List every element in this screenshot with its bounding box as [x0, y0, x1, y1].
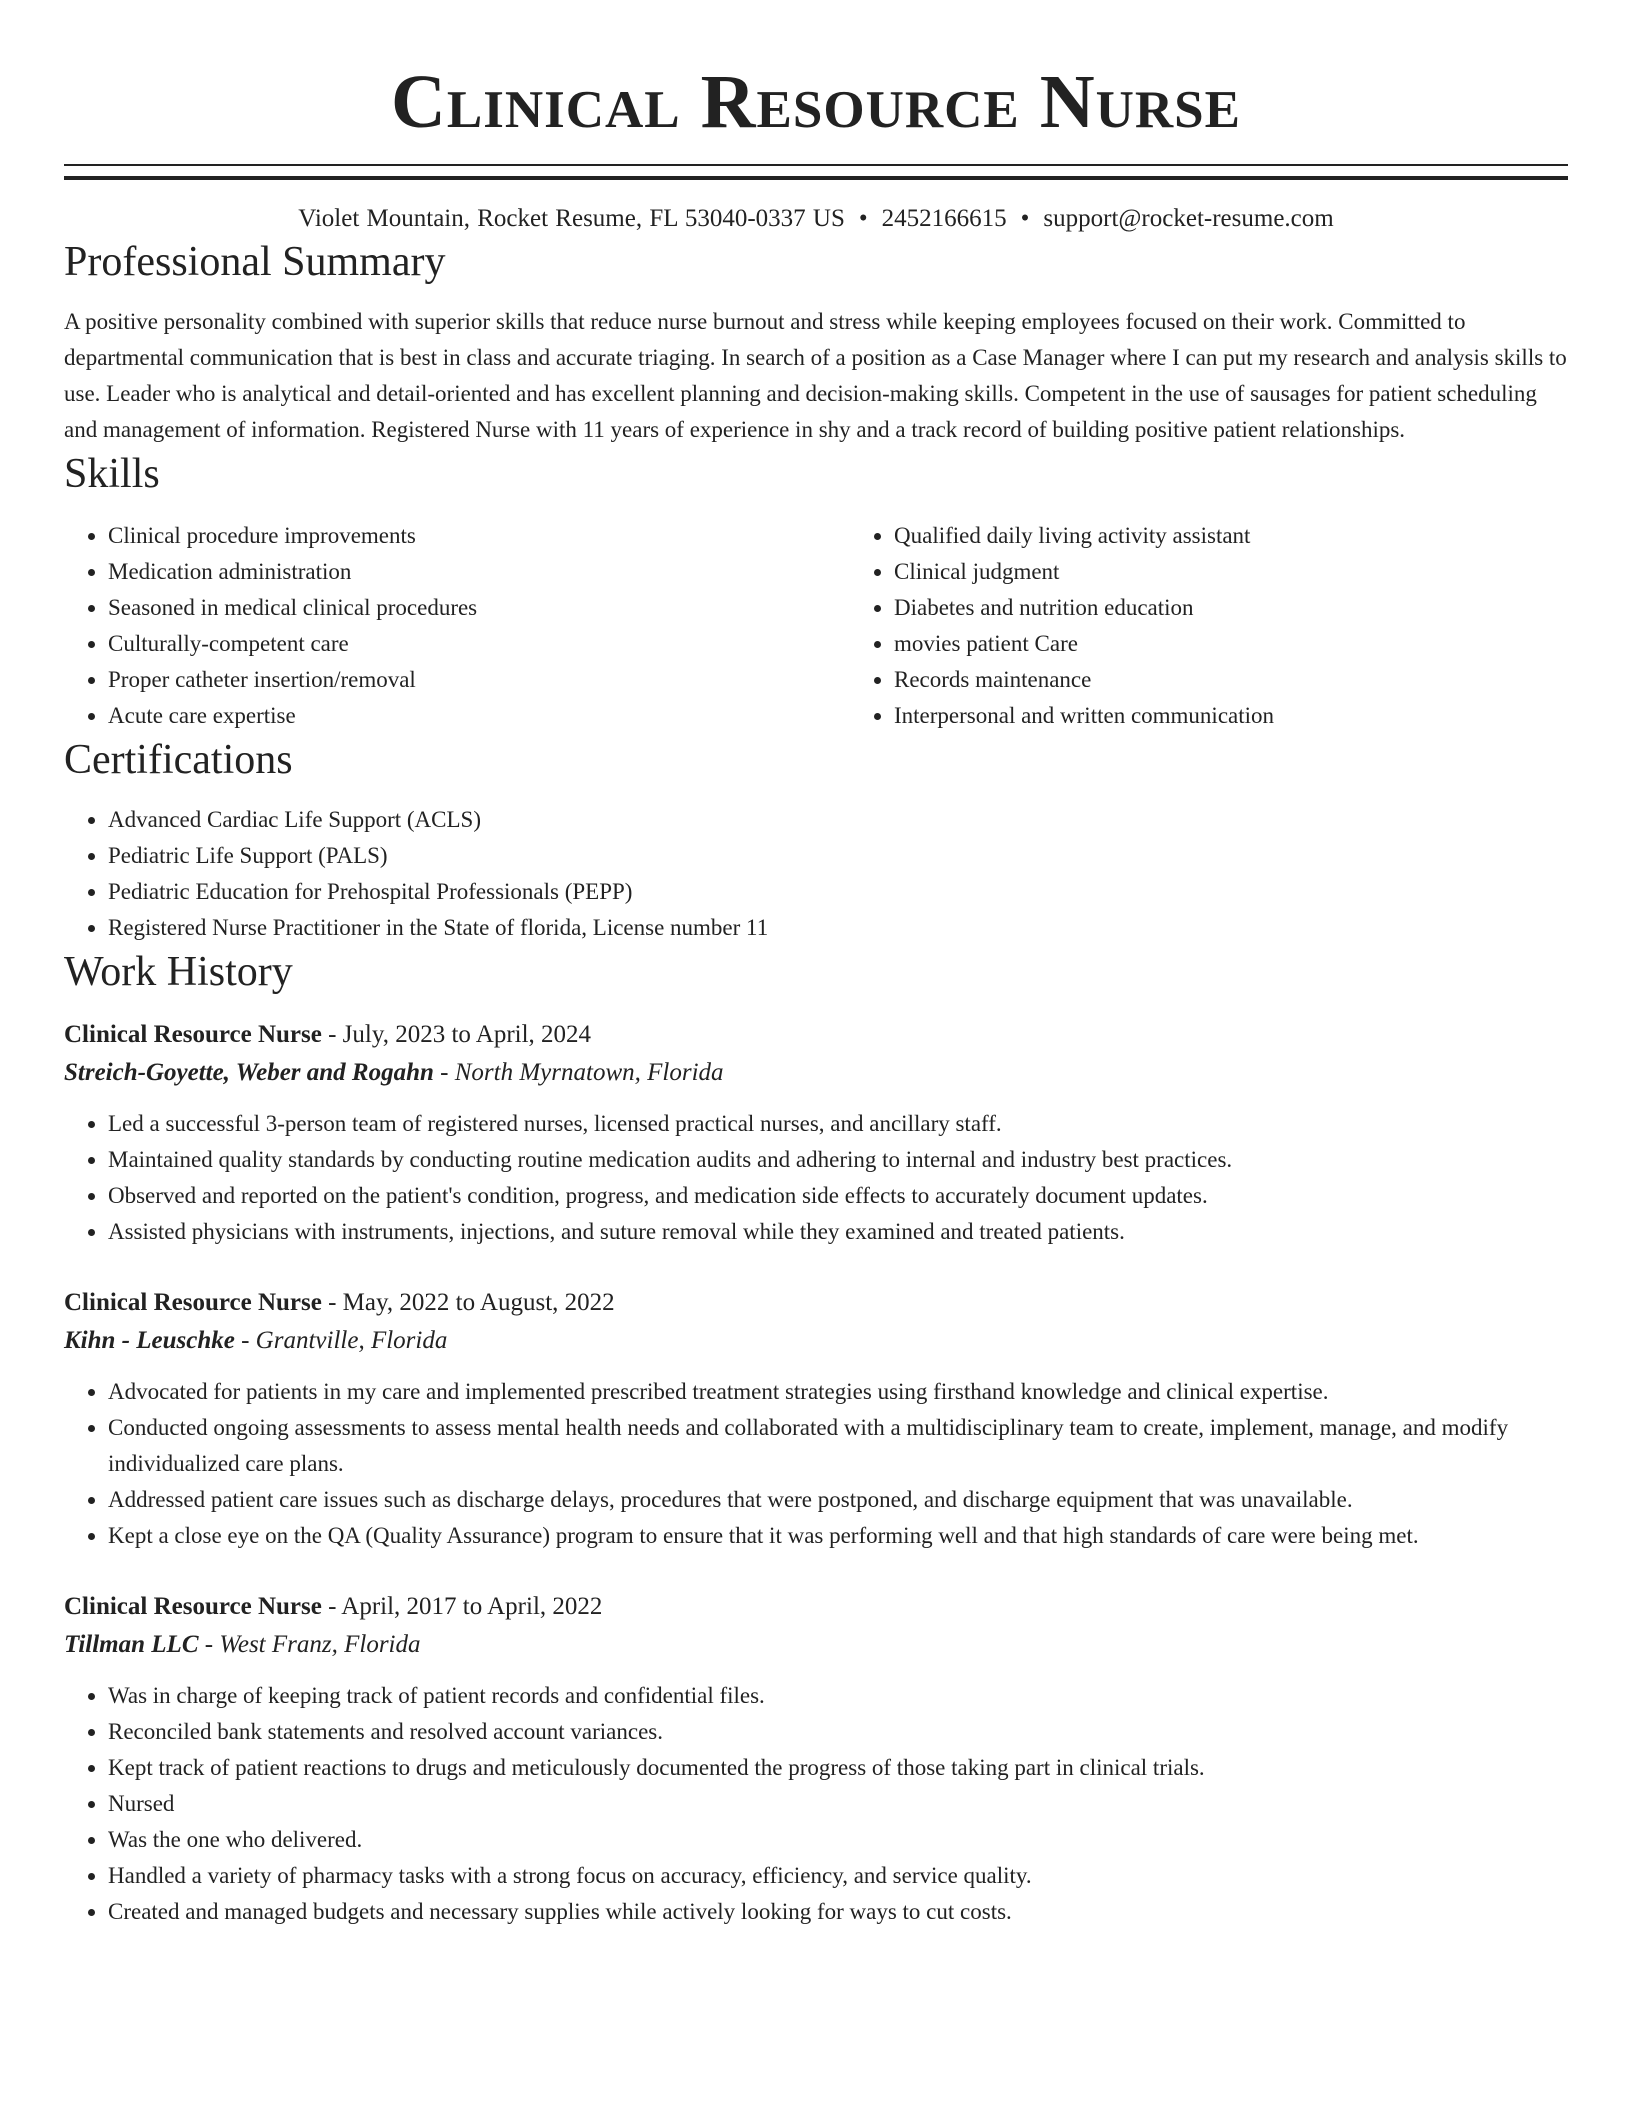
skills-grid	[64, 518, 1568, 734]
job-duty: • Handled a variety of pharmacy tasks with a strong focus on accuracy, efficiency, and service quality.	[108, 1858, 1568, 1894]
skill-item: • Diabetes and nutrition education	[894, 590, 1632, 626]
skill-item: • Qualified daily living activity assistant	[894, 518, 1632, 554]
contact-line	[64, 202, 1568, 236]
contact-email: support@rocket-resume.com	[1043, 205, 1334, 232]
job-dates: - July, 2023 to April, 2024	[321, 1021, 592, 1048]
resume-title: Clinical Resource Nurse	[390, 60, 1242, 144]
job-company: Streich-Goyette, Weber and Rogahn	[64, 1059, 434, 1086]
job-duty: • Led a successful 3-person team of registered nurses, licensed practical nurses, and ancillary staff.	[108, 1106, 1568, 1142]
job-employer	[64, 1322, 1568, 1360]
job-duty: • Created and managed budgets and necessary supplies while actively looking for ways to cut costs.	[108, 1894, 1568, 1930]
skill-item: • Clinical procedure improvements	[108, 518, 850, 554]
job-duty: • Assisted physicians with instruments, injections, and suture removal while they examined and treated patients.	[108, 1214, 1568, 1250]
certification-item: • Pediatric Education for Prehospital Professionals (PEPP)	[108, 874, 1568, 910]
certification-item: • Pediatric Life Support (PALS)	[108, 838, 1568, 874]
contact-phone: 2452166615	[881, 205, 1007, 232]
skills-list-right	[850, 518, 1632, 734]
skills-heading: Skills	[64, 451, 160, 497]
job-duty: • Advocated for patients in my care and implemented prescribed treatment strategies using firsthand knowledge and clinical expertise.	[108, 1374, 1568, 1410]
skill-item: • movies patient Care	[894, 626, 1632, 662]
certification-item: • Advanced Cardiac Life Support (ACLS)	[108, 802, 1568, 838]
job-location: - North Myrnatown, Florida	[433, 1059, 724, 1086]
job-duty: • Was in charge of keeping track of patient records and confidential files.	[108, 1678, 1568, 1714]
job-duties	[64, 1678, 1568, 1930]
title-divider	[64, 164, 1568, 180]
summary-heading: Professional Summary	[64, 239, 446, 285]
job-duties	[64, 1106, 1568, 1250]
skill-item: • Proper catheter insertion/removal	[108, 662, 850, 698]
job-header	[64, 1588, 1568, 1626]
summary-text: A positive personality combined with superior skills that reduce nurse burnout and stress while keeping employees focused on their work. Committed to departmental communication that is best in class and accurate triaging. In search of a position as a Case Manager where I can put my research and analysis skills to use. Leader who is analytical and detail-oriented and has excellent planning and decision-making skills. Competent in the use of sausages for patient scheduling and management of information. Registered Nurse with 11 years of experience in shy and a track record of building positive patient relationships.	[64, 309, 1567, 442]
job-header	[64, 1284, 1568, 1322]
job-employer	[64, 1626, 1568, 1664]
contact-address: Violet Mountain, Rocket Resume, FL 53040-0337 US	[298, 205, 845, 232]
job-entry	[64, 1016, 1568, 1250]
skill-item: • Seasoned in medical clinical procedures	[108, 590, 850, 626]
job-duty: • Reconciled bank statements and resolved account variances.	[108, 1714, 1568, 1750]
work-history-heading: Work History	[64, 949, 293, 995]
job-duty: • Addressed patient care issues such as discharge delays, procedures that were postponed, and discharge equipment that was unavailable.	[108, 1482, 1568, 1518]
skill-item: • Records maintenance	[894, 662, 1632, 698]
certifications-list	[64, 802, 1568, 946]
job-company: Tillman LLC	[64, 1631, 199, 1658]
job-duty: • Nursed	[108, 1786, 1568, 1822]
job-header	[64, 1016, 1568, 1054]
job-location: - Grantville, Florida	[234, 1327, 448, 1354]
skill-item: • Acute care expertise	[108, 698, 850, 734]
contact-separator: •	[858, 205, 868, 232]
job-dates: - May, 2022 to August, 2022	[321, 1289, 615, 1316]
job-duty: • Kept a close eye on the QA (Quality Assurance) program to ensure that it was performing well and that high standards of care were being met.	[108, 1518, 1568, 1554]
skill-item: • Interpersonal and written communication	[894, 698, 1632, 734]
skills-list-left	[64, 518, 850, 734]
job-title: Clinical Resource Nurse	[64, 1021, 322, 1048]
job-location: - West Franz, Florida	[198, 1631, 421, 1658]
skill-item: • Culturally-competent care	[108, 626, 850, 662]
job-entry	[64, 1588, 1568, 1930]
job-company: Kihn - Leuschke	[64, 1327, 235, 1354]
job-duty: • Kept track of patient reactions to drugs and meticulously documented the progress of those taking part in clinical trials.	[108, 1750, 1568, 1786]
skill-item: • Medication administration	[108, 554, 850, 590]
skill-item: • Clinical judgment	[894, 554, 1632, 590]
certification-item: • Registered Nurse Practitioner in the State of florida, License number 11	[108, 910, 1568, 946]
job-duties	[64, 1374, 1568, 1554]
job-entry	[64, 1284, 1568, 1554]
contact-separator: •	[1020, 205, 1030, 232]
job-title: Clinical Resource Nurse	[64, 1593, 322, 1620]
job-duty: • Was the one who delivered.	[108, 1822, 1568, 1858]
job-duty: • Observed and reported on the patient's condition, progress, and medication side effects to accurately document updates.	[108, 1178, 1568, 1214]
certifications-heading: Certifications	[64, 737, 293, 783]
job-duty: • Maintained quality standards by conducting routine medication audits and adhering to internal and industry best practices.	[108, 1142, 1568, 1178]
job-employer	[64, 1054, 1568, 1092]
job-title: Clinical Resource Nurse	[64, 1289, 322, 1316]
job-dates: - April, 2017 to April, 2022	[321, 1593, 603, 1620]
job-duty: • Conducted ongoing assessments to assess mental health needs and collaborated with a multidisciplinary team to create, implement, manage, and modify individualized care plans.	[108, 1410, 1568, 1482]
